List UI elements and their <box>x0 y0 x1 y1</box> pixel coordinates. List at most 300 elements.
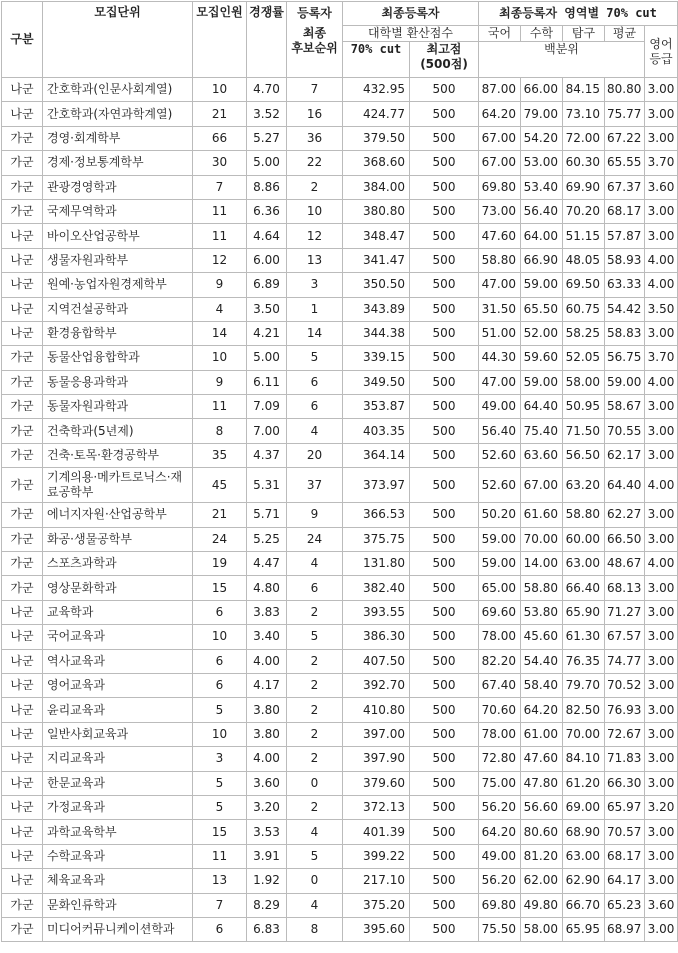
math-cell: 59.00 <box>521 370 563 394</box>
korean-cell: 47.00 <box>479 370 521 394</box>
math-cell: 66.00 <box>521 78 563 102</box>
cut70-cell: 343.89 <box>343 297 410 321</box>
header-math: 수학 <box>521 26 563 42</box>
rank-cell: 5 <box>287 346 343 370</box>
max-score-cell: 500 <box>410 722 479 746</box>
rank-cell: 20 <box>287 443 343 467</box>
korean-cell: 75.00 <box>479 771 521 795</box>
group-cell: 가군 <box>2 503 43 527</box>
korean-cell: 87.00 <box>479 78 521 102</box>
recruit-cell: 30 <box>193 151 247 175</box>
max-score-cell: 500 <box>410 552 479 576</box>
math-cell: 53.40 <box>521 175 563 199</box>
cut70-cell: 368.60 <box>343 151 410 175</box>
english-cell: 3.00 <box>645 673 678 697</box>
average-cell: 65.23 <box>605 893 645 917</box>
average-cell: 64.17 <box>605 869 645 893</box>
explore-cell: 65.90 <box>563 600 605 624</box>
rank-cell: 7 <box>287 78 343 102</box>
recruit-cell: 21 <box>193 102 247 126</box>
max-score-cell: 500 <box>410 625 479 649</box>
english-cell: 4.00 <box>645 370 678 394</box>
header-group: 구분 <box>2 2 43 78</box>
table-row <box>2 552 678 576</box>
unit-cell: 체육교육과 <box>43 869 193 893</box>
korean-cell: 47.60 <box>479 224 521 248</box>
max-score-cell: 500 <box>410 248 479 272</box>
korean-cell: 47.00 <box>479 273 521 297</box>
max-score-cell: 500 <box>410 673 479 697</box>
unit-cell: 간호학과(자연과학계열) <box>43 102 193 126</box>
korean-cell: 65.00 <box>479 576 521 600</box>
competition-cell: 3.80 <box>247 722 287 746</box>
rank-cell: 22 <box>287 151 343 175</box>
rank-cell: 9 <box>287 503 343 527</box>
math-cell: 54.40 <box>521 649 563 673</box>
unit-cell: 기계의용·메카트로닉스·재료공학부 <box>43 468 193 503</box>
average-cell: 57.87 <box>605 224 645 248</box>
english-cell: 3.00 <box>645 443 678 467</box>
group-cell: 나군 <box>2 224 43 248</box>
cut70-cell: 380.80 <box>343 199 410 223</box>
table-row <box>2 527 678 551</box>
table-row <box>2 370 678 394</box>
rank-cell: 2 <box>287 649 343 673</box>
table-row <box>2 698 678 722</box>
group-cell: 나군 <box>2 321 43 345</box>
table-row <box>2 844 678 868</box>
table-row <box>2 625 678 649</box>
korean-cell: 52.60 <box>479 443 521 467</box>
rank-cell: 2 <box>287 795 343 819</box>
max-score-cell: 500 <box>410 321 479 345</box>
competition-cell: 4.37 <box>247 443 287 467</box>
explore-cell: 71.50 <box>563 419 605 443</box>
competition-cell: 4.00 <box>247 747 287 771</box>
competition-cell: 4.64 <box>247 224 287 248</box>
math-cell: 47.60 <box>521 747 563 771</box>
competition-cell: 3.80 <box>247 698 287 722</box>
unit-cell: 생물자원과학부 <box>43 248 193 272</box>
header-cut70: 70% cut <box>343 42 410 78</box>
explore-cell: 58.00 <box>563 370 605 394</box>
recruit-cell: 66 <box>193 126 247 150</box>
recruit-cell: 19 <box>193 552 247 576</box>
math-cell: 64.20 <box>521 698 563 722</box>
table-row <box>2 273 678 297</box>
max-score-cell: 500 <box>410 795 479 819</box>
competition-cell: 5.00 <box>247 346 287 370</box>
korean-cell: 64.20 <box>479 102 521 126</box>
unit-cell: 관광경영학과 <box>43 175 193 199</box>
recruit-cell: 3 <box>193 747 247 771</box>
group-cell: 나군 <box>2 297 43 321</box>
explore-cell: 63.00 <box>563 552 605 576</box>
rank-cell: 4 <box>287 893 343 917</box>
explore-cell: 58.80 <box>563 503 605 527</box>
recruit-cell: 24 <box>193 527 247 551</box>
recruit-cell: 6 <box>193 917 247 941</box>
recruit-cell: 5 <box>193 698 247 722</box>
group-cell: 나군 <box>2 600 43 624</box>
explore-cell: 51.15 <box>563 224 605 248</box>
recruit-cell: 11 <box>193 199 247 223</box>
rank-cell: 5 <box>287 625 343 649</box>
math-cell: 61.60 <box>521 503 563 527</box>
unit-cell: 영상문화학과 <box>43 576 193 600</box>
unit-cell: 역사교육과 <box>43 649 193 673</box>
cut70-cell: 397.00 <box>343 722 410 746</box>
average-cell: 71.83 <box>605 747 645 771</box>
unit-cell: 바이오산업공학부 <box>43 224 193 248</box>
cut70-cell: 397.90 <box>343 747 410 771</box>
explore-cell: 58.25 <box>563 321 605 345</box>
korean-cell: 67.00 <box>479 151 521 175</box>
english-cell: 3.00 <box>645 747 678 771</box>
math-cell: 61.00 <box>521 722 563 746</box>
table-row <box>2 820 678 844</box>
rank-cell: 12 <box>287 224 343 248</box>
cut70-cell: 350.50 <box>343 273 410 297</box>
unit-cell: 국어교육과 <box>43 625 193 649</box>
table-row <box>2 917 678 941</box>
explore-cell: 61.30 <box>563 625 605 649</box>
recruit-cell: 15 <box>193 576 247 600</box>
recruit-cell: 10 <box>193 346 247 370</box>
cut70-cell: 217.10 <box>343 869 410 893</box>
math-cell: 75.40 <box>521 419 563 443</box>
english-cell: 3.00 <box>645 78 678 102</box>
group-cell: 가군 <box>2 917 43 941</box>
explore-cell: 70.20 <box>563 199 605 223</box>
competition-cell: 4.17 <box>247 673 287 697</box>
math-cell: 47.80 <box>521 771 563 795</box>
korean-cell: 50.20 <box>479 503 521 527</box>
competition-cell: 5.27 <box>247 126 287 150</box>
rank-cell: 13 <box>287 248 343 272</box>
math-cell: 66.90 <box>521 248 563 272</box>
math-cell: 58.80 <box>521 576 563 600</box>
korean-cell: 72.80 <box>479 747 521 771</box>
unit-cell: 간호학과(인문사회계열) <box>43 78 193 102</box>
math-cell: 79.00 <box>521 102 563 126</box>
rank-cell: 2 <box>287 175 343 199</box>
math-cell: 56.40 <box>521 199 563 223</box>
recruit-cell: 6 <box>193 600 247 624</box>
competition-cell: 6.00 <box>247 248 287 272</box>
explore-cell: 48.05 <box>563 248 605 272</box>
math-cell: 64.40 <box>521 395 563 419</box>
table-row <box>2 747 678 771</box>
average-cell: 75.77 <box>605 102 645 126</box>
max-score-cell: 500 <box>410 126 479 150</box>
rank-cell: 6 <box>287 370 343 394</box>
english-cell: 3.00 <box>645 600 678 624</box>
group-cell: 가군 <box>2 346 43 370</box>
math-cell: 53.00 <box>521 151 563 175</box>
header-unit: 모집단위 <box>43 2 193 78</box>
table-row <box>2 102 678 126</box>
unit-cell: 건축학과(5년제) <box>43 419 193 443</box>
unit-cell: 경영·회계학부 <box>43 126 193 150</box>
table-row <box>2 771 678 795</box>
average-cell: 68.13 <box>605 576 645 600</box>
rank-cell: 6 <box>287 576 343 600</box>
table-row <box>2 869 678 893</box>
english-cell: 3.00 <box>645 722 678 746</box>
table-row <box>2 224 678 248</box>
korean-cell: 67.40 <box>479 673 521 697</box>
cut70-cell: 393.55 <box>343 600 410 624</box>
english-cell: 4.00 <box>645 248 678 272</box>
competition-cell: 4.00 <box>247 649 287 673</box>
table-row <box>2 248 678 272</box>
max-score-cell: 500 <box>410 869 479 893</box>
group-cell: 나군 <box>2 795 43 819</box>
rank-cell: 0 <box>287 869 343 893</box>
group-cell: 나군 <box>2 722 43 746</box>
korean-cell: 58.80 <box>479 248 521 272</box>
average-cell: 68.17 <box>605 844 645 868</box>
english-cell: 3.00 <box>645 199 678 223</box>
cut70-cell: 372.13 <box>343 795 410 819</box>
table-row <box>2 126 678 150</box>
competition-cell: 8.86 <box>247 175 287 199</box>
recruit-cell: 10 <box>193 78 247 102</box>
math-cell: 81.20 <box>521 844 563 868</box>
group-cell: 가군 <box>2 443 43 467</box>
korean-cell: 56.20 <box>479 869 521 893</box>
unit-cell: 동물자원과학과 <box>43 395 193 419</box>
korean-cell: 73.00 <box>479 199 521 223</box>
group-cell: 가군 <box>2 468 43 503</box>
unit-cell: 미디어커뮤니케이션학과 <box>43 917 193 941</box>
competition-cell: 4.47 <box>247 552 287 576</box>
unit-cell: 일반사회교육과 <box>43 722 193 746</box>
rank-cell: 3 <box>287 273 343 297</box>
average-cell: 66.30 <box>605 771 645 795</box>
average-cell: 58.93 <box>605 248 645 272</box>
unit-cell: 화공·생물공학부 <box>43 527 193 551</box>
cut70-cell: 410.80 <box>343 698 410 722</box>
korean-cell: 64.20 <box>479 820 521 844</box>
unit-cell: 스포츠과학과 <box>43 552 193 576</box>
recruit-cell: 11 <box>193 844 247 868</box>
explore-cell: 61.20 <box>563 771 605 795</box>
competition-cell: 7.09 <box>247 395 287 419</box>
unit-cell: 국제무역학과 <box>43 199 193 223</box>
korean-cell: 78.00 <box>479 722 521 746</box>
rank-cell: 0 <box>287 771 343 795</box>
group-cell: 나군 <box>2 102 43 126</box>
header-registrant: 등록자 <box>287 2 343 26</box>
korean-cell: 51.00 <box>479 321 521 345</box>
cut70-cell: 401.39 <box>343 820 410 844</box>
group-cell: 나군 <box>2 625 43 649</box>
group-cell: 나군 <box>2 673 43 697</box>
recruit-cell: 7 <box>193 893 247 917</box>
unit-cell: 건축·토목·환경공학부 <box>43 443 193 467</box>
explore-cell: 73.10 <box>563 102 605 126</box>
math-cell: 54.20 <box>521 126 563 150</box>
unit-cell: 가정교육과 <box>43 795 193 819</box>
english-cell: 3.00 <box>645 419 678 443</box>
average-cell: 67.37 <box>605 175 645 199</box>
rank-cell: 37 <box>287 468 343 503</box>
table-row <box>2 419 678 443</box>
explore-cell: 60.00 <box>563 527 605 551</box>
cut70-cell: 392.70 <box>343 673 410 697</box>
max-score-cell: 500 <box>410 224 479 248</box>
english-cell: 3.00 <box>645 395 678 419</box>
competition-cell: 8.29 <box>247 893 287 917</box>
english-cell: 3.00 <box>645 527 678 551</box>
korean-cell: 52.60 <box>479 468 521 503</box>
korean-cell: 49.00 <box>479 844 521 868</box>
table-row <box>2 576 678 600</box>
average-cell: 66.50 <box>605 527 645 551</box>
english-cell: 3.00 <box>645 576 678 600</box>
average-cell: 68.97 <box>605 917 645 941</box>
unit-cell: 과학교육학부 <box>43 820 193 844</box>
english-cell: 3.70 <box>645 346 678 370</box>
competition-cell: 3.20 <box>247 795 287 819</box>
header-final-rank: 최종 후보순위 <box>287 26 343 78</box>
group-cell: 나군 <box>2 78 43 102</box>
max-score-cell: 500 <box>410 370 479 394</box>
english-cell: 3.00 <box>645 102 678 126</box>
recruit-cell: 11 <box>193 224 247 248</box>
english-cell: 3.00 <box>645 321 678 345</box>
table-row <box>2 468 678 503</box>
header-average: 평균 <box>605 26 645 42</box>
group-cell: 가군 <box>2 527 43 551</box>
max-score-cell: 500 <box>410 199 479 223</box>
english-cell: 3.50 <box>645 297 678 321</box>
group-cell: 가군 <box>2 126 43 150</box>
group-cell: 가군 <box>2 175 43 199</box>
recruit-cell: 10 <box>193 722 247 746</box>
korean-cell: 44.30 <box>479 346 521 370</box>
table-row <box>2 649 678 673</box>
recruit-cell: 35 <box>193 443 247 467</box>
math-cell: 49.80 <box>521 893 563 917</box>
korean-cell: 59.00 <box>479 552 521 576</box>
english-cell: 3.00 <box>645 869 678 893</box>
competition-cell: 4.21 <box>247 321 287 345</box>
header-english-grade: 영어 등급 <box>645 26 678 78</box>
cut70-cell: 364.14 <box>343 443 410 467</box>
english-cell: 3.20 <box>645 795 678 819</box>
max-score-cell: 500 <box>410 844 479 868</box>
table-row <box>2 321 678 345</box>
competition-cell: 5.71 <box>247 503 287 527</box>
rank-cell: 2 <box>287 722 343 746</box>
cut70-cell: 395.60 <box>343 917 410 941</box>
korean-cell: 59.00 <box>479 527 521 551</box>
average-cell: 68.17 <box>605 199 645 223</box>
group-cell: 나군 <box>2 869 43 893</box>
unit-cell: 경제·정보통계학부 <box>43 151 193 175</box>
average-cell: 58.83 <box>605 321 645 345</box>
rank-cell: 16 <box>287 102 343 126</box>
table-row <box>2 199 678 223</box>
recruit-cell: 21 <box>193 503 247 527</box>
max-score-cell: 500 <box>410 747 479 771</box>
cut70-cell: 373.97 <box>343 468 410 503</box>
korean-cell: 67.00 <box>479 126 521 150</box>
math-cell: 70.00 <box>521 527 563 551</box>
korean-cell: 56.20 <box>479 795 521 819</box>
max-score-cell: 500 <box>410 175 479 199</box>
unit-cell: 에너지자원·산업공학부 <box>43 503 193 527</box>
competition-cell: 3.83 <box>247 600 287 624</box>
competition-cell: 3.53 <box>247 820 287 844</box>
explore-cell: 62.90 <box>563 869 605 893</box>
english-cell: 3.00 <box>645 844 678 868</box>
competition-cell: 4.80 <box>247 576 287 600</box>
explore-cell: 84.10 <box>563 747 605 771</box>
table-row <box>2 297 678 321</box>
max-score-cell: 500 <box>410 698 479 722</box>
rank-cell: 2 <box>287 747 343 771</box>
group-cell: 나군 <box>2 820 43 844</box>
competition-cell: 6.83 <box>247 917 287 941</box>
recruit-cell: 6 <box>193 673 247 697</box>
group-cell: 나군 <box>2 649 43 673</box>
competition-cell: 5.25 <box>247 527 287 551</box>
unit-cell: 지역건설공학과 <box>43 297 193 321</box>
competition-cell: 6.36 <box>247 199 287 223</box>
cut70-cell: 131.80 <box>343 552 410 576</box>
unit-cell: 지리교육과 <box>43 747 193 771</box>
table-row <box>2 395 678 419</box>
cut70-cell: 384.00 <box>343 175 410 199</box>
korean-cell: 75.50 <box>479 917 521 941</box>
cut70-cell: 339.15 <box>343 346 410 370</box>
header-max-score: 최고점 (500점) <box>410 42 479 78</box>
max-score-cell: 500 <box>410 102 479 126</box>
table-row <box>2 795 678 819</box>
english-cell: 3.00 <box>645 625 678 649</box>
english-cell: 3.00 <box>645 698 678 722</box>
korean-cell: 69.80 <box>479 893 521 917</box>
competition-cell: 1.92 <box>247 869 287 893</box>
competition-cell: 3.91 <box>247 844 287 868</box>
korean-cell: 56.40 <box>479 419 521 443</box>
rank-cell: 1 <box>287 297 343 321</box>
max-score-cell: 500 <box>410 419 479 443</box>
recruit-cell: 9 <box>193 370 247 394</box>
explore-cell: 84.15 <box>563 78 605 102</box>
max-score-cell: 500 <box>410 395 479 419</box>
table-row <box>2 443 678 467</box>
english-cell: 3.00 <box>645 126 678 150</box>
math-cell: 58.00 <box>521 917 563 941</box>
english-cell: 3.00 <box>645 649 678 673</box>
table-row <box>2 175 678 199</box>
korean-cell: 69.80 <box>479 175 521 199</box>
recruit-cell: 10 <box>193 625 247 649</box>
recruit-cell: 11 <box>193 395 247 419</box>
rank-cell: 4 <box>287 552 343 576</box>
header-korean: 국어 <box>479 26 521 42</box>
recruit-cell: 15 <box>193 820 247 844</box>
recruit-cell: 45 <box>193 468 247 503</box>
cut70-cell: 407.50 <box>343 649 410 673</box>
group-cell: 나군 <box>2 698 43 722</box>
korean-cell: 82.20 <box>479 649 521 673</box>
